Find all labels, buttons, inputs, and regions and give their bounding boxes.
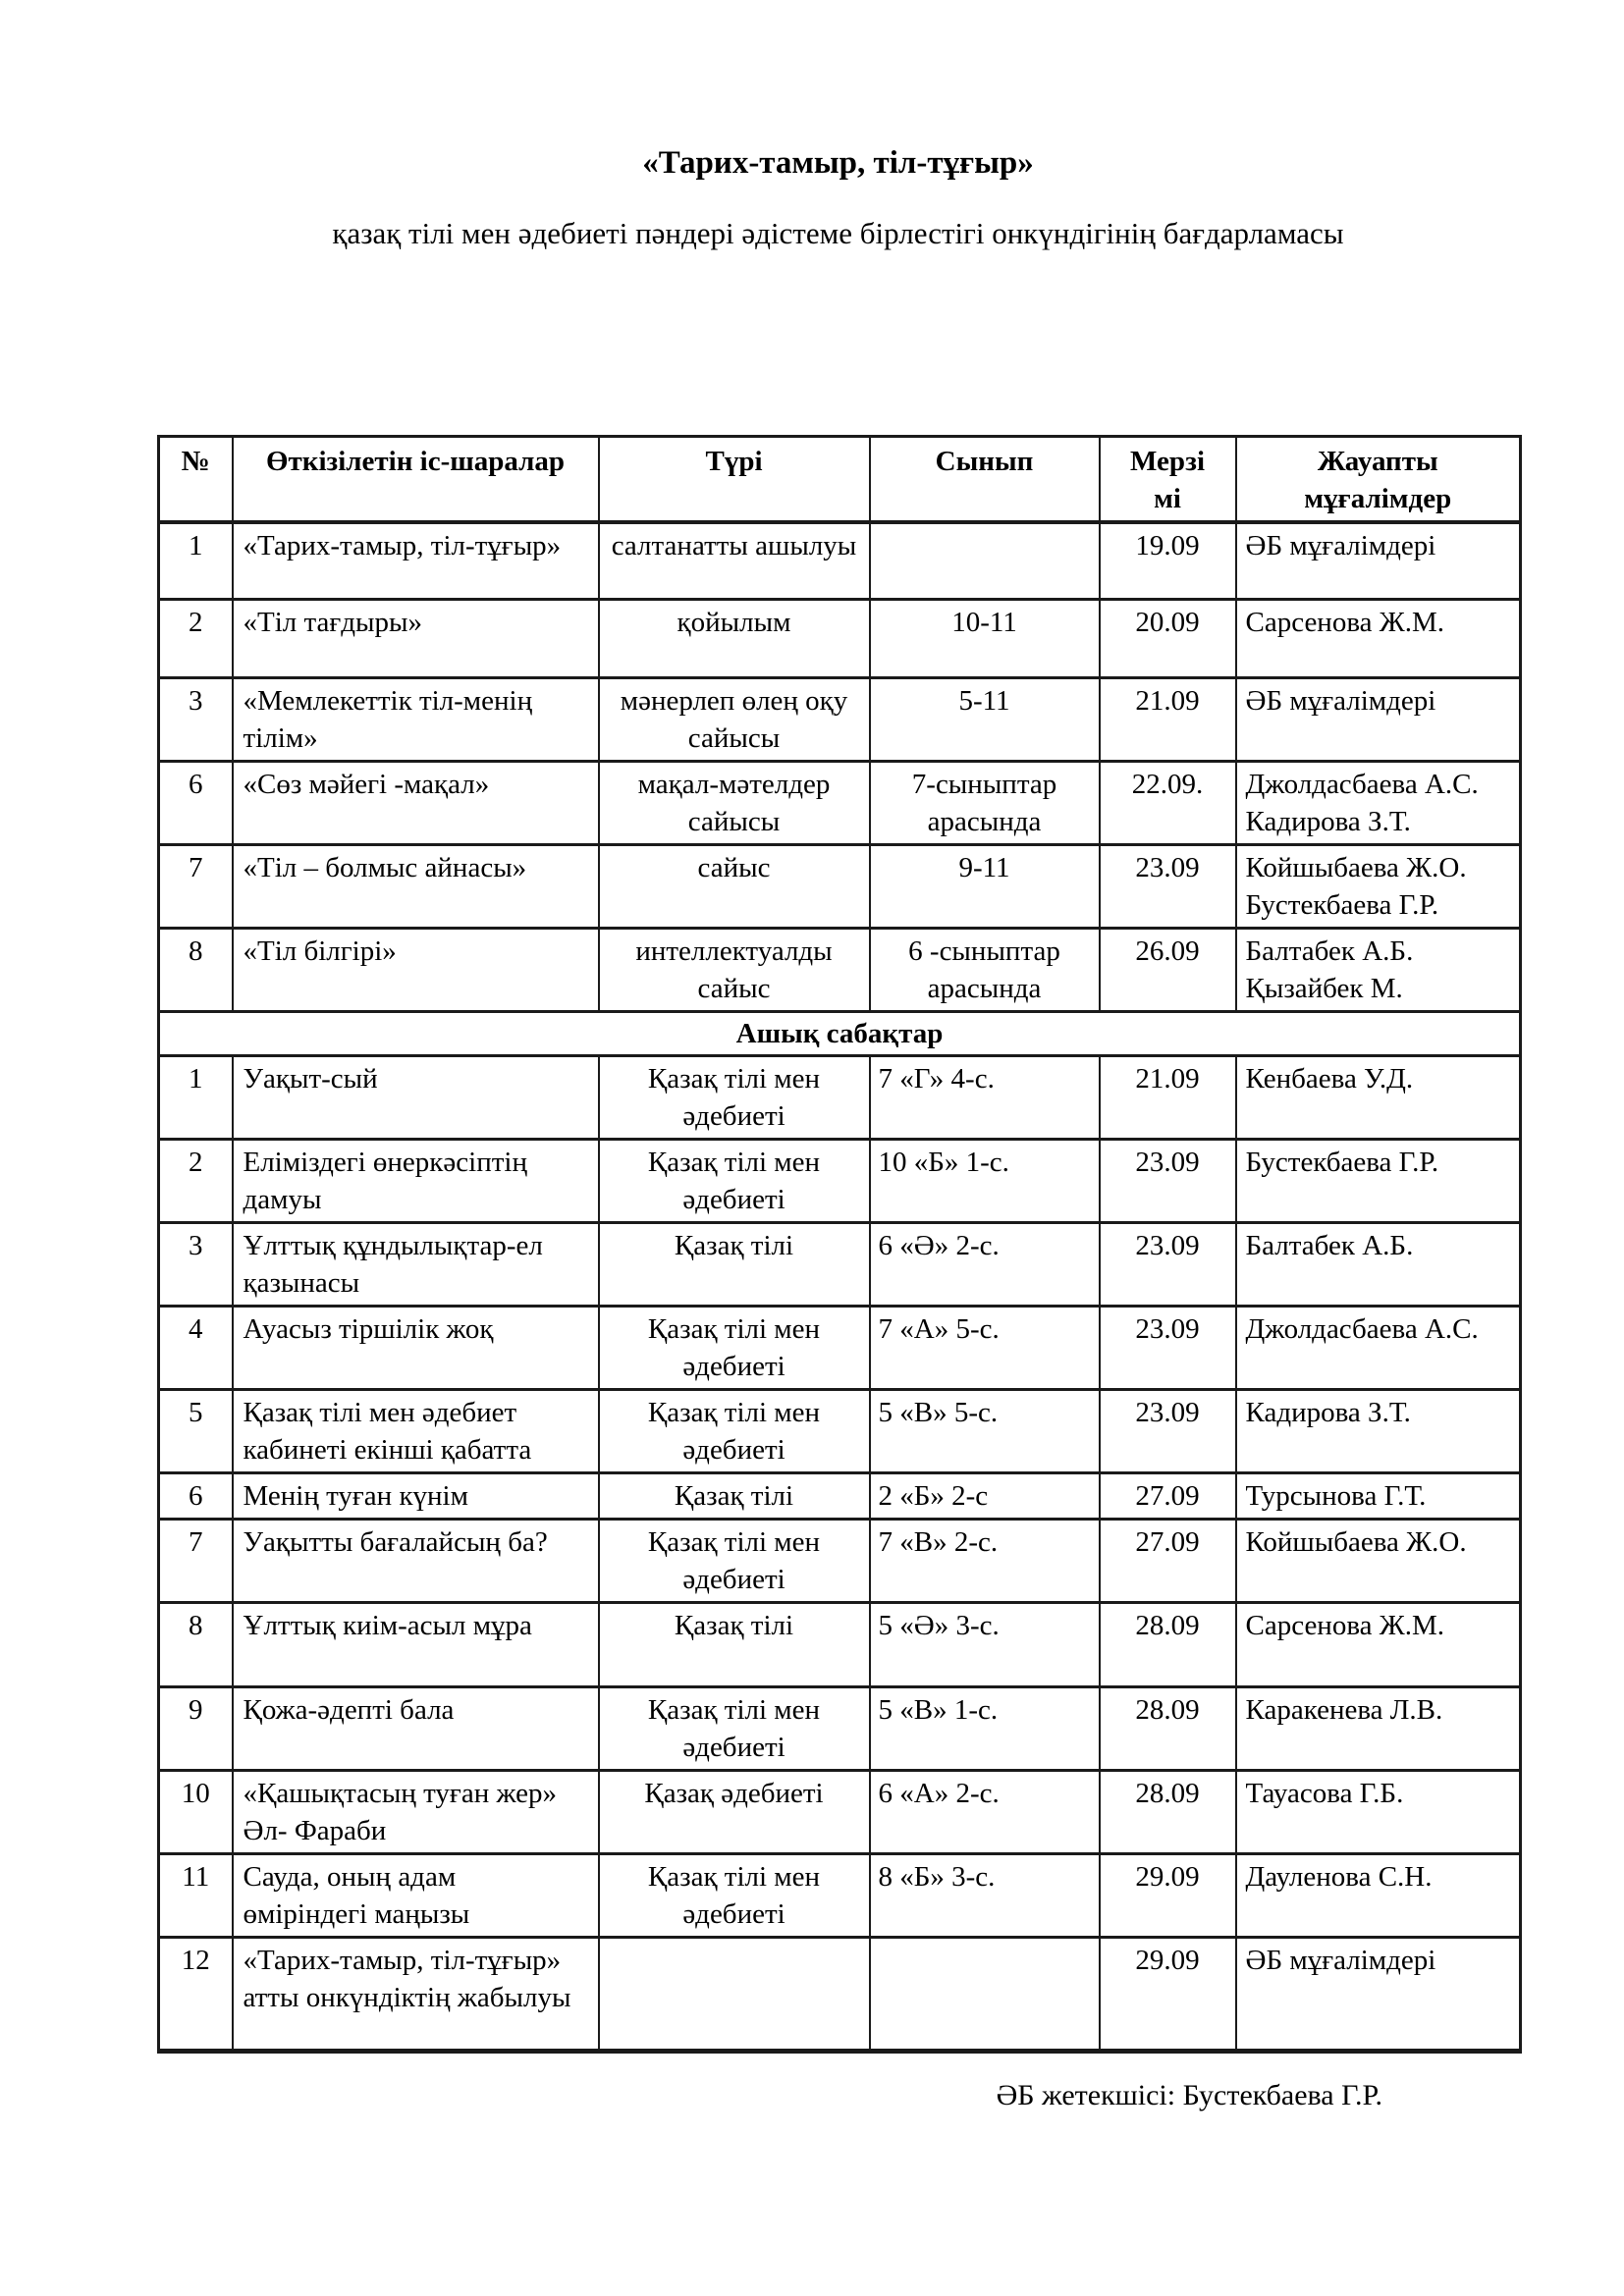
table-cell: «Қашықтасың туған жер» Әл- Фараби — [233, 1770, 599, 1853]
table-cell: 3 — [159, 1222, 233, 1306]
table-cell: Қазақ тілі мен әдебиеті — [599, 1306, 870, 1389]
table-cell: Уақытты бағалайсың ба? — [233, 1519, 599, 1602]
table-row — [159, 1472, 1521, 1519]
table-header-row — [159, 437, 1521, 523]
table-cell: Койшыбаева Ж.О. — [1236, 1519, 1521, 1602]
col-header-events: Өткізілетін іс-шаралар — [233, 437, 599, 523]
table-row — [159, 1222, 1521, 1306]
table-cell: Ауасыз тіршілік жоқ — [233, 1306, 599, 1389]
table-cell: «Тарих-тамыр, тіл-тұғыр» — [233, 522, 599, 599]
table-cell: 2 — [159, 599, 233, 677]
table-cell: Каракенева Л.В. — [1236, 1686, 1521, 1770]
col-header-class: Сынып — [870, 437, 1100, 523]
table-cell: ӘБ мұғалімдері — [1236, 522, 1521, 599]
table-cell: 11 — [159, 1853, 233, 1937]
table-cell: 1 — [159, 1055, 233, 1139]
table-cell: 8 «Б» 3-с. — [870, 1853, 1100, 1937]
table-cell: «Тарих-тамыр, тіл-тұғыр» атты онкүндіктің жабылуы — [233, 1937, 599, 2051]
page-title: «Тарих-тамыр, тіл-тұғыр» — [642, 145, 1034, 181]
table-cell: мақал-мәтелдер сайысы — [599, 761, 870, 844]
table-cell: 12 — [159, 1937, 233, 2051]
table-cell: Турсынова Г.Т. — [1236, 1472, 1521, 1519]
table-cell: 21.09 — [1100, 677, 1236, 761]
table-cell: Қазақ тілі — [599, 1602, 870, 1686]
table-cell: Джолдасбаева А.С. Кадирова З.Т. — [1236, 761, 1521, 844]
table-cell: Балтабек А.Б. Қызайбек М. — [1236, 928, 1521, 1011]
table-cell: салтанатты ашылуы — [599, 522, 870, 599]
table-cell: Қазақ әдебиеті — [599, 1770, 870, 1853]
table-cell — [599, 1937, 870, 2051]
table-cell: интеллектуалды сайыс — [599, 928, 870, 1011]
table-cell: 8 — [159, 928, 233, 1011]
table-cell: 20.09 — [1100, 599, 1236, 677]
table-cell: Қазақ тілі — [599, 1222, 870, 1306]
table-cell — [870, 1937, 1100, 2051]
table-cell: 21.09 — [1100, 1055, 1236, 1139]
table-cell: Қазақ тілі мен әдебиеті — [599, 1853, 870, 1937]
table-cell: мәнерлеп өлең оқу сайысы — [599, 677, 870, 761]
table-cell: 9-11 — [870, 844, 1100, 928]
table-cell: Сарсенова Ж.М. — [1236, 599, 1521, 677]
table-row — [159, 1139, 1521, 1222]
table-cell: 7 — [159, 844, 233, 928]
col-header-number: № — [159, 437, 233, 523]
table-cell: Сарсенова Ж.М. — [1236, 1602, 1521, 1686]
table-cell: Қожа-әдепті бала — [233, 1686, 599, 1770]
table-cell: Уақыт-сый — [233, 1055, 599, 1139]
table-cell: ӘБ мұғалімдері — [1236, 1937, 1521, 2051]
table-cell: 28.09 — [1100, 1602, 1236, 1686]
table-cell: 10 — [159, 1770, 233, 1853]
table-cell: сайыс — [599, 844, 870, 928]
table-row — [159, 677, 1521, 761]
table-cell: «Сөз мәйегі -мақал» — [233, 761, 599, 844]
table-cell: Балтабек А.Б. — [1236, 1222, 1521, 1306]
table-cell: 5 — [159, 1389, 233, 1472]
table-cell — [870, 522, 1100, 599]
table-row — [159, 1389, 1521, 1472]
table-cell: 5 «В» 5-с. — [870, 1389, 1100, 1472]
table-cell: ӘБ мұғалімдері — [1236, 677, 1521, 761]
table-cell: 29.09 — [1100, 1937, 1236, 2051]
table-cell: Койшыбаева Ж.О. Бустекбаева Г.Р. — [1236, 844, 1521, 928]
table-cell: Сауда, оның адам өміріндегі маңызы — [233, 1853, 599, 1937]
table-cell: Қазақ тілі мен әдебиеті — [599, 1055, 870, 1139]
table-row — [159, 1519, 1521, 1602]
table-cell: Кенбаева У.Д. — [1236, 1055, 1521, 1139]
table-cell: 27.09 — [1100, 1519, 1236, 1602]
table-cell: 19.09 — [1100, 522, 1236, 599]
table-cell: 1 — [159, 522, 233, 599]
table-cell: 27.09 — [1100, 1472, 1236, 1519]
table-row — [159, 1937, 1521, 2051]
table-cell: 10 «Б» 1-с. — [870, 1139, 1100, 1222]
table-cell: 5 «В» 1-с. — [870, 1686, 1100, 1770]
col-header-date — [1100, 437, 1236, 523]
table-cell: 26.09 — [1100, 928, 1236, 1011]
table-cell: 7 «Г» 4-с. — [870, 1055, 1100, 1139]
table-cell: 2 — [159, 1139, 233, 1222]
table-cell: 6 — [159, 761, 233, 844]
page-subtitle: қазақ тілі мен әдебиеті пәндері әдістеме бірлестігі онкүндігінің бағдарламасы — [332, 216, 1344, 250]
table-cell: Тауасова Г.Б. — [1236, 1770, 1521, 1853]
table-row — [159, 599, 1521, 677]
table-row — [159, 1602, 1521, 1686]
table-cell: 6 -сыныптар арасында — [870, 928, 1100, 1011]
table-row — [159, 1055, 1521, 1139]
document-page — [157, 0, 1519, 2114]
table-cell: 6 «А» 2-с. — [870, 1770, 1100, 1853]
table-cell: 23.09 — [1100, 844, 1236, 928]
section-title-row — [159, 1011, 1521, 1055]
table-cell: Ұлттық құндылықтар-ел қазынасы — [233, 1222, 599, 1306]
table-cell: 28.09 — [1100, 1770, 1236, 1853]
table-cell: 7-сыныптар арасында — [870, 761, 1100, 844]
table-cell: Кадирова З.Т. — [1236, 1389, 1521, 1472]
table-cell: қойылым — [599, 599, 870, 677]
table-cell: Қазақ тілі мен әдебиеті — [599, 1389, 870, 1472]
table-row — [159, 844, 1521, 928]
table-cell: 5-11 — [870, 677, 1100, 761]
table-cell: 28.09 — [1100, 1686, 1236, 1770]
table-cell: 29.09 — [1100, 1853, 1236, 1937]
program-table — [157, 435, 1522, 2054]
table-cell: 4 — [159, 1306, 233, 1389]
table-row — [159, 1306, 1521, 1389]
table-cell: «Тіл тағдыры» — [233, 599, 599, 677]
table-cell: Джолдасбаева А.С. — [1236, 1306, 1521, 1389]
section-title: Ашық сабақтар — [159, 1011, 1521, 1055]
col-header-type: Түрі — [599, 437, 870, 523]
table-cell: Ұлттық киім-асыл мұра — [233, 1602, 599, 1686]
table-cell: 8 — [159, 1602, 233, 1686]
table-cell: «Мемлекеттік тіл-менің тілім» — [233, 677, 599, 761]
table-cell: «Тіл білгірі» — [233, 928, 599, 1011]
table-cell: 23.09 — [1100, 1306, 1236, 1389]
table-cell: 6 «Ә» 2-с. — [870, 1222, 1100, 1306]
table-row — [159, 1853, 1521, 1937]
footer-signature: ӘБ жетекшісі: Бустекбаева Г.Р. — [996, 2078, 1382, 2111]
table-cell: Еліміздегі өнеркәсіптің дамуы — [233, 1139, 599, 1222]
table-cell: 23.09 — [1100, 1222, 1236, 1306]
table-cell: 10-11 — [870, 599, 1100, 677]
table-row — [159, 1770, 1521, 1853]
table-cell: 9 — [159, 1686, 233, 1770]
table-cell: 7 «В» 2-с. — [870, 1519, 1100, 1602]
table-cell: Менің туған күнім — [233, 1472, 599, 1519]
col-header-date-label: Мерзімі — [1129, 446, 1206, 514]
table-row — [159, 1686, 1521, 1770]
table-cell: Бустекбаева Г.Р. — [1236, 1139, 1521, 1222]
table-cell: 22.09. — [1100, 761, 1236, 844]
table-cell: Қазақ тілі мен әдебиет кабинеті екінші қабатта — [233, 1389, 599, 1472]
table-cell: 7 — [159, 1519, 233, 1602]
table-cell: Қазақ тілі мен әдебиеті — [599, 1686, 870, 1770]
table-cell: Қазақ тілі мен әдебиеті — [599, 1139, 870, 1222]
col-header-teachers: Жауапты мұғалімдер — [1236, 437, 1521, 523]
table-cell: Қазақ тілі мен әдебиеті — [599, 1519, 870, 1602]
table-cell: 3 — [159, 677, 233, 761]
table-row — [159, 928, 1521, 1011]
table-cell: 7 «А» 5-с. — [870, 1306, 1100, 1389]
table-row — [159, 761, 1521, 844]
table-row — [159, 522, 1521, 599]
table-cell: 23.09 — [1100, 1389, 1236, 1472]
table-cell: 2 «Б» 2-с — [870, 1472, 1100, 1519]
table-cell: Дауленова С.Н. — [1236, 1853, 1521, 1937]
table-cell: 6 — [159, 1472, 233, 1519]
table-cell: 5 «Ә» 3-с. — [870, 1602, 1100, 1686]
table-cell: Қазақ тілі — [599, 1472, 870, 1519]
table-cell: 23.09 — [1100, 1139, 1236, 1222]
table-cell: «Тіл – болмыс айнасы» — [233, 844, 599, 928]
